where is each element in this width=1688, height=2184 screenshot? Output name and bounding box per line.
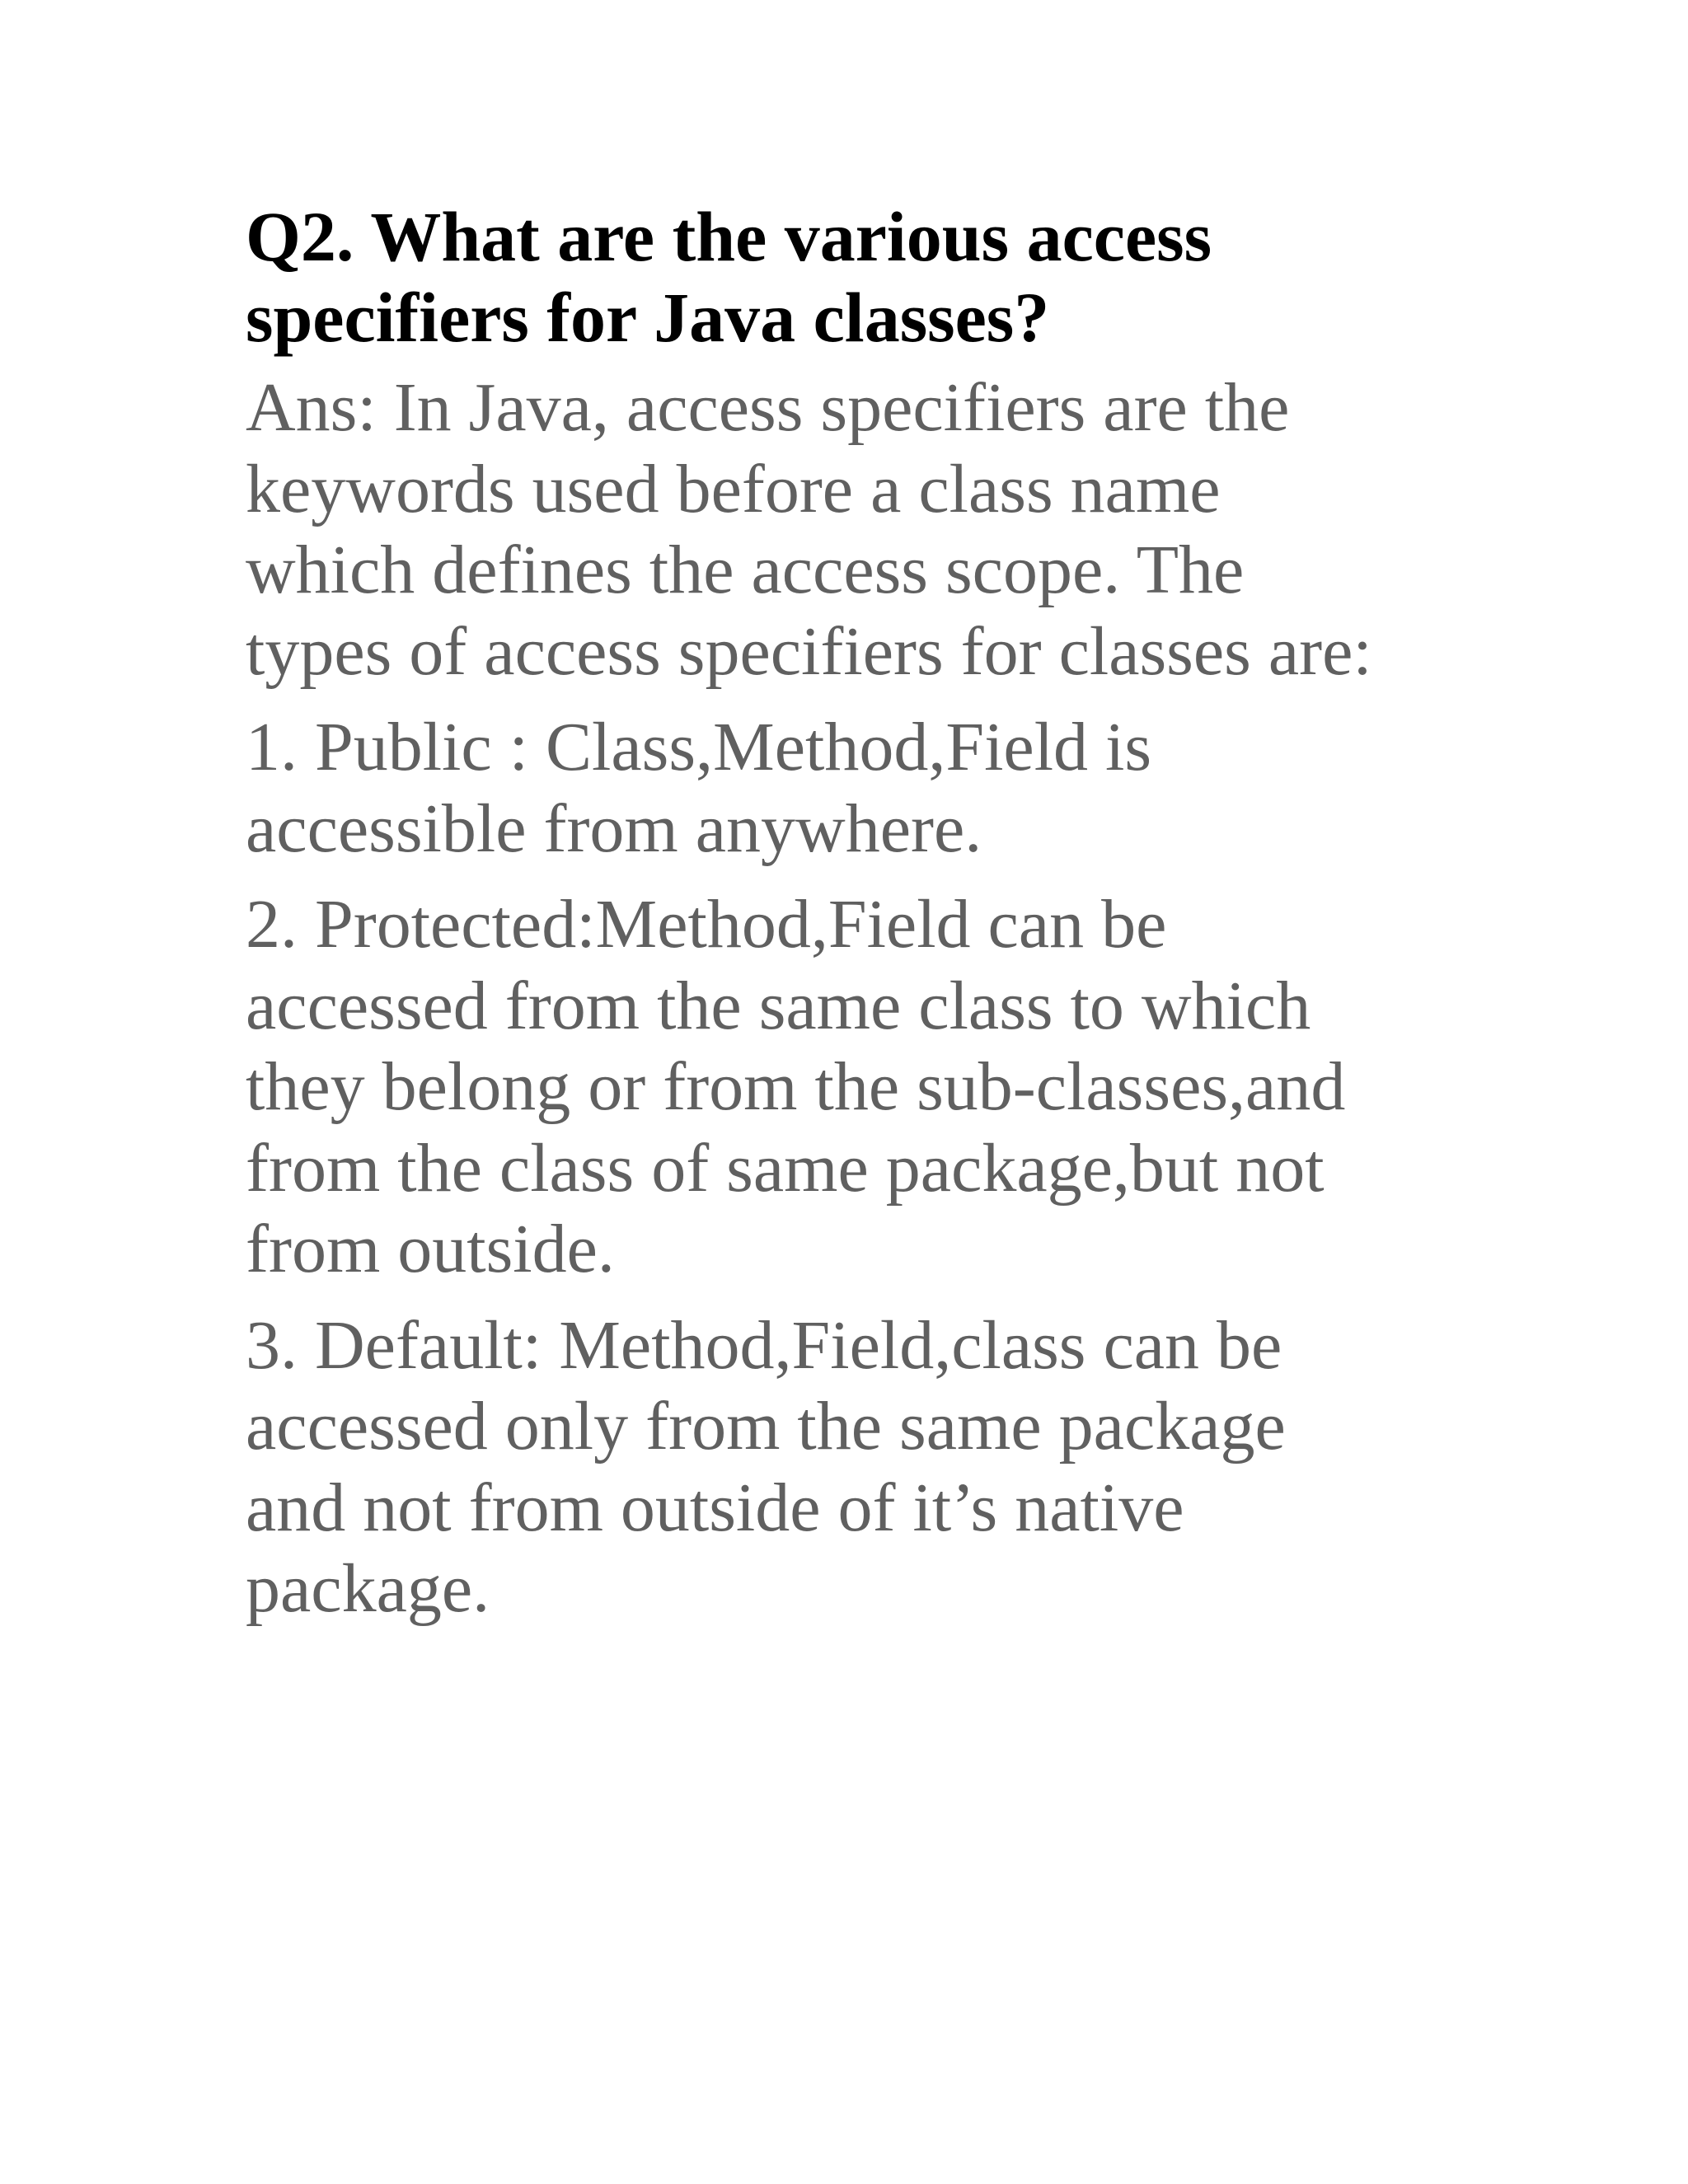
answer-item-protected: 2. Protected:Method,Field can be accessed from the same class to which they belong or from the sub-classes,and from the class of same package,but not from outside. [246,886,1346,1287]
answer-item-public: 1. Public : Class,Method,Field is accessible from anywhere. [246,709,1152,867]
document-content [246,196,1449,1630]
question-heading: Q2. What are the various access specifiers for Java classes? [246,197,1212,357]
answer-item-default: 3. Default: Method,Field,class can be accessed only from the same package and not from outside of it’s native package. [246,1306,1286,1627]
answer-intro: Ans: In Java, access specifiers are the keywords used before a class name which defines the access scope. The types of access specifiers for classes are: [246,369,1372,690]
